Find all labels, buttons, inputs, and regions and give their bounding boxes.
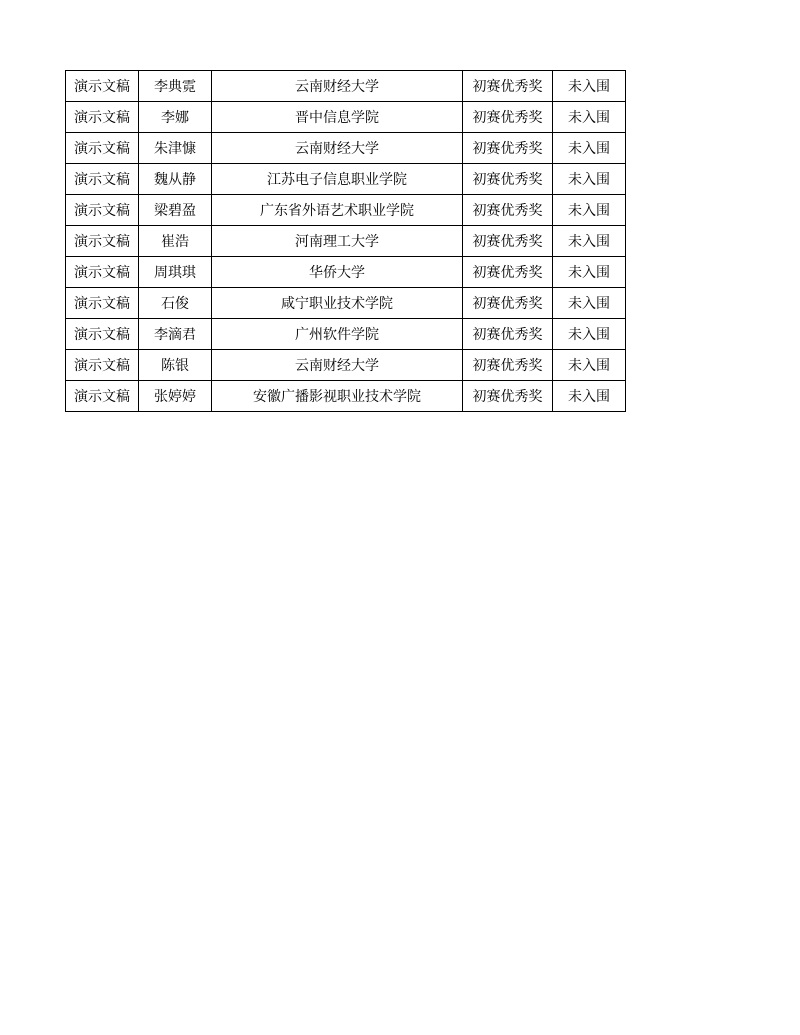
category-cell: 演示文稿 xyxy=(66,350,139,381)
category-cell: 演示文稿 xyxy=(66,288,139,319)
name-cell: 周琪琪 xyxy=(139,257,212,288)
category-cell: 演示文稿 xyxy=(66,381,139,412)
name-cell: 石俊 xyxy=(139,288,212,319)
table-row xyxy=(66,102,626,133)
table-row xyxy=(66,319,626,350)
status-cell: 未入围 xyxy=(553,381,626,412)
school-cell: 安徽广播影视职业技术学院 xyxy=(212,381,463,412)
table-row xyxy=(66,350,626,381)
school-cell: 河南理工大学 xyxy=(212,226,463,257)
name-cell: 魏从静 xyxy=(139,164,212,195)
category-cell: 演示文稿 xyxy=(66,195,139,226)
name-cell: 张婷婷 xyxy=(139,381,212,412)
name-cell: 李娜 xyxy=(139,102,212,133)
category-cell: 演示文稿 xyxy=(66,102,139,133)
school-cell: 云南财经大学 xyxy=(212,350,463,381)
name-cell: 李典霓 xyxy=(139,71,212,102)
status-cell: 未入围 xyxy=(553,71,626,102)
award-cell: 初赛优秀奖 xyxy=(463,164,553,195)
award-cell: 初赛优秀奖 xyxy=(463,288,553,319)
category-cell: 演示文稿 xyxy=(66,257,139,288)
school-cell: 广州软件学院 xyxy=(212,319,463,350)
category-cell: 演示文稿 xyxy=(66,226,139,257)
school-cell: 华侨大学 xyxy=(212,257,463,288)
name-cell: 李滴君 xyxy=(139,319,212,350)
award-cell: 初赛优秀奖 xyxy=(463,350,553,381)
category-cell: 演示文稿 xyxy=(66,133,139,164)
award-cell: 初赛优秀奖 xyxy=(463,381,553,412)
status-cell: 未入围 xyxy=(553,133,626,164)
school-cell: 晋中信息学院 xyxy=(212,102,463,133)
school-cell: 云南财经大学 xyxy=(212,71,463,102)
table-row xyxy=(66,71,626,102)
name-cell: 崔浩 xyxy=(139,226,212,257)
status-cell: 未入围 xyxy=(553,195,626,226)
award-cell: 初赛优秀奖 xyxy=(463,133,553,164)
table-row xyxy=(66,133,626,164)
status-cell: 未入围 xyxy=(553,226,626,257)
school-cell: 江苏电子信息职业学院 xyxy=(212,164,463,195)
name-cell: 朱津慷 xyxy=(139,133,212,164)
award-cell: 初赛优秀奖 xyxy=(463,319,553,350)
table-row xyxy=(66,195,626,226)
name-cell: 梁碧盈 xyxy=(139,195,212,226)
status-cell: 未入围 xyxy=(553,102,626,133)
table-row xyxy=(66,288,626,319)
status-cell: 未入围 xyxy=(553,350,626,381)
status-cell: 未入围 xyxy=(553,164,626,195)
category-cell: 演示文稿 xyxy=(66,319,139,350)
category-cell: 演示文稿 xyxy=(66,71,139,102)
status-cell: 未入围 xyxy=(553,319,626,350)
results-table xyxy=(65,70,626,412)
school-cell: 云南财经大学 xyxy=(212,133,463,164)
status-cell: 未入围 xyxy=(553,257,626,288)
results-table-body xyxy=(66,71,626,412)
table-row xyxy=(66,381,626,412)
school-cell: 咸宁职业技术学院 xyxy=(212,288,463,319)
table-row xyxy=(66,226,626,257)
table-row xyxy=(66,164,626,195)
school-cell: 广东省外语艺术职业学院 xyxy=(212,195,463,226)
award-cell: 初赛优秀奖 xyxy=(463,226,553,257)
award-cell: 初赛优秀奖 xyxy=(463,102,553,133)
award-cell: 初赛优秀奖 xyxy=(463,195,553,226)
award-cell: 初赛优秀奖 xyxy=(463,257,553,288)
name-cell: 陈银 xyxy=(139,350,212,381)
status-cell: 未入围 xyxy=(553,288,626,319)
table-row xyxy=(66,257,626,288)
category-cell: 演示文稿 xyxy=(66,164,139,195)
award-cell: 初赛优秀奖 xyxy=(463,71,553,102)
